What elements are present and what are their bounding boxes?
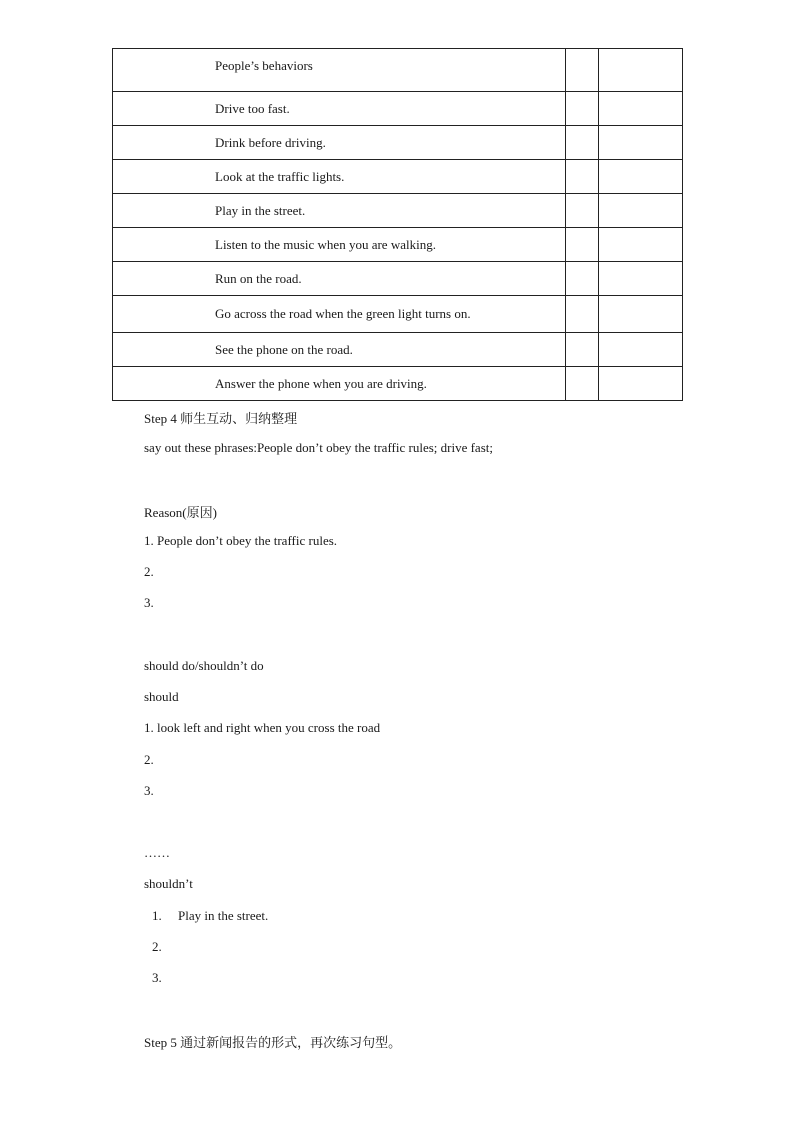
reason-item-2: 2. [144, 564, 154, 579]
table-empty-cell [566, 228, 599, 262]
table-empty-cell [566, 126, 599, 160]
table-empty-cell [599, 262, 683, 296]
table-header-cell: People’s behaviors [113, 49, 566, 92]
table-empty-cell [599, 126, 683, 160]
step4-instruction: say out these phrases:People don’t obey the traffic rules; drive fast; [144, 440, 493, 455]
table-empty-cell [566, 160, 599, 194]
table-empty-cell [599, 296, 683, 333]
should-heading: should do/shouldn’t do [144, 658, 264, 673]
behavior-cell: Go across the road when the green light turns on. [113, 296, 566, 333]
reason-heading: Reason(原因) [144, 505, 217, 520]
should-item-1: 1. look left and right when you cross the road [144, 720, 381, 735]
table-empty-cell [566, 367, 599, 401]
table-empty-cell [599, 333, 683, 367]
shouldnt-item-number: 1. [152, 908, 162, 923]
table-empty-cell [566, 49, 599, 92]
table-empty-cell [599, 92, 683, 126]
reason-item-3: 3. [144, 595, 154, 610]
table-row [113, 367, 683, 401]
shouldnt-item-text: Play in the street. [178, 908, 269, 923]
behavior-cell: Answer the phone when you are driving. [113, 367, 566, 401]
behavior-cell: Look at the traffic lights. [113, 160, 566, 194]
table-empty-cell [599, 49, 683, 92]
table-empty-cell [566, 262, 599, 296]
should-ellipsis: …… [144, 845, 170, 860]
step5-title: Step 5 通过新闻报告的形式，再次练习句型。 [144, 1035, 402, 1050]
behaviors-table [112, 48, 683, 401]
reason-item-1: 1. People don’t obey the traffic rules. [144, 533, 338, 548]
table-row [113, 333, 683, 367]
table-empty-cell [566, 92, 599, 126]
table-empty-cell [599, 367, 683, 401]
behavior-cell: Drive too fast. [113, 92, 566, 126]
table-empty-cell [599, 228, 683, 262]
shouldnt-item-number: 3. [152, 970, 162, 985]
table-row [113, 194, 683, 228]
should-item-2: 2. [144, 752, 154, 767]
table-row [113, 92, 683, 126]
should-item-3: 3. [144, 783, 154, 798]
step4-title: Step 4 师生互动、归纳整理 [144, 411, 298, 426]
table-header-row [113, 49, 683, 92]
behavior-cell: Drink before driving. [113, 126, 566, 160]
behavior-cell: Play in the street. [113, 194, 566, 228]
behavior-cell: See the phone on the road. [113, 333, 566, 367]
table-empty-cell [599, 194, 683, 228]
table-empty-cell [566, 194, 599, 228]
table-row [113, 262, 683, 296]
table-row [113, 228, 683, 262]
table-empty-cell [599, 160, 683, 194]
shouldnt-heading: shouldn’t [144, 876, 193, 891]
table-row [113, 160, 683, 194]
behavior-cell: Run on the road. [113, 262, 566, 296]
table-empty-cell [566, 296, 599, 333]
behavior-cell: Listen to the music when you are walking. [113, 228, 566, 262]
table-row [113, 126, 683, 160]
table-empty-cell [566, 333, 599, 367]
table-row [113, 296, 683, 333]
should-subheading: should [144, 689, 179, 704]
shouldnt-item-number: 2. [152, 939, 162, 954]
